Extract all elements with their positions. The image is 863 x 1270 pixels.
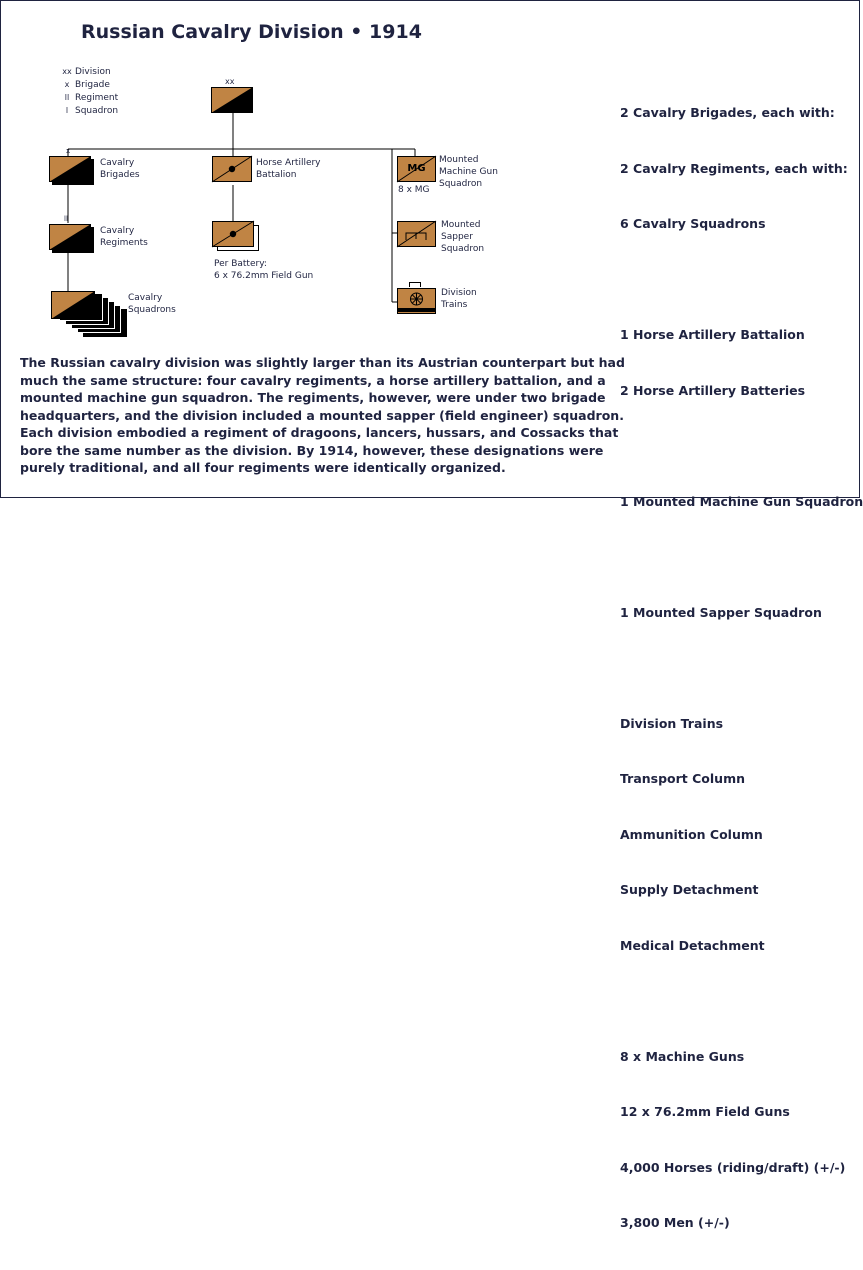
horse-artillery-icon <box>212 221 254 247</box>
summary-spacer <box>620 992 863 1010</box>
legend-symbol: x <box>64 80 70 89</box>
summary-line: 3,800 Men (+/-) <box>620 1215 730 1230</box>
summary-line: Supply Detachment <box>620 882 759 897</box>
label-line: Machine Gun <box>439 167 498 177</box>
mg-squadron-label <box>439 154 498 190</box>
artillery-battalion-label <box>256 157 321 181</box>
summary-spacer <box>620 548 863 566</box>
summary-spacer <box>620 271 863 289</box>
label-line: Horse Artillery <box>256 158 321 168</box>
division-unit-symbol <box>211 87 253 113</box>
legend-label: Squadron <box>75 106 119 116</box>
trains-size-marker <box>409 282 421 287</box>
summary-line: 2 Cavalry Brigades, each with: <box>620 105 835 120</box>
label-line: Mounted <box>439 155 479 165</box>
brigade-unit-symbol <box>49 156 91 182</box>
legend-symbol: xx <box>62 67 72 76</box>
horse-artillery-icon <box>212 156 252 182</box>
cavalry-slash-icon <box>49 224 91 250</box>
sapper-engineer-icon <box>397 221 436 247</box>
summary-line: Medical Detachment <box>620 937 765 953</box>
brigade-size-marker: x <box>66 147 71 155</box>
label-line: Squadron <box>441 244 485 254</box>
label-line: Regiments <box>100 238 148 248</box>
description-line: Each division embodied a regiment of dragoons, lancers, hussars, and Cossacks that <box>20 425 619 440</box>
summary-line: Transport Column <box>620 771 745 786</box>
page-title: Russian Cavalry Division • 1914 <box>81 21 422 43</box>
label-line: Sapper <box>441 232 473 242</box>
summary-spacer <box>620 659 863 677</box>
summary-line: 1 Mounted Machine Gun Squadron <box>620 493 863 509</box>
description-line: bore the same number as the division. By 1914, however, these designations were <box>20 442 604 458</box>
trains-label <box>441 287 477 311</box>
description-line: headquarters, and the division included a mounted sapper (field engineer) squadron. <box>20 407 624 423</box>
legend-label: Regiment <box>75 93 119 103</box>
description-paragraph <box>20 354 625 477</box>
label-line: Mounted <box>441 220 481 230</box>
label-line: Trains <box>441 300 468 310</box>
regiment-unit-symbol <box>49 224 91 250</box>
summary-line: 8 x Machine Guns <box>620 1048 745 1064</box>
description-line: much the same structure: four cavalry regiments, a horse artillery battalion, and a <box>20 372 606 388</box>
regiment-size-marker: ll <box>64 215 68 223</box>
label-line: Division <box>441 288 477 298</box>
summary-line: 1 Horse Artillery Battalion <box>620 327 805 342</box>
wheel-icon <box>397 288 436 314</box>
label-line: Squadrons <box>128 305 176 315</box>
artillery-battalion-unit-symbol <box>212 156 252 182</box>
summary-spacer <box>620 437 863 455</box>
sapper-squadron-unit-symbol <box>397 221 436 247</box>
label-line: Cavalry <box>100 158 135 168</box>
squadron-unit-symbol <box>51 291 95 319</box>
sapper-squadron-label <box>441 219 484 255</box>
cavalry-slash-icon <box>49 156 91 182</box>
label-line: Per Battery: <box>214 259 267 269</box>
squadron-label <box>128 292 176 316</box>
legend-symbol: l <box>65 106 69 115</box>
legend-symbol: ll <box>64 93 70 102</box>
label-line: Squadron <box>439 179 483 189</box>
cavalry-slash-icon <box>51 291 95 319</box>
summary-line: 4,000 Horses (riding/draft) (+/-) <box>620 1159 846 1175</box>
summary-line: 2 Cavalry Regiments, each with: <box>620 160 848 176</box>
description-line: The Russian cavalry division was slightly larger than its Austrian counterpart but had <box>20 355 625 370</box>
composition-summary <box>620 66 863 1270</box>
summary-line: Division Trains <box>620 715 724 731</box>
summary-line: 2 Horse Artillery Batteries <box>620 382 806 398</box>
label-line: 6 x 76.2mm Field Gun <box>214 271 314 281</box>
brigade-label <box>100 157 140 181</box>
label-line: Battalion <box>256 170 297 180</box>
trains-unit-symbol <box>397 288 436 314</box>
description-line: purely traditional, and all four regiments were identically organized. <box>20 460 506 475</box>
mg-squadron-unit-symbol <box>397 156 436 182</box>
division-size-marker: xx <box>225 77 235 86</box>
regiment-label <box>100 225 148 249</box>
summary-line: 1 Mounted Sapper Squadron <box>620 604 822 620</box>
artillery-battery-note <box>214 258 313 282</box>
summary-line: 6 Cavalry Squadrons <box>620 216 766 231</box>
legend-label: Brigade <box>75 80 110 90</box>
summary-line: 12 x 76.2mm Field Guns <box>620 1104 790 1119</box>
artillery-battery-unit-symbol <box>212 221 254 247</box>
mg-symbol-text: MG <box>407 163 426 174</box>
label-line: Cavalry <box>128 293 163 303</box>
description-line: mounted machine gun squadron. The regiments, however, were under two brigade <box>20 390 606 405</box>
label-line: Cavalry <box>100 226 135 236</box>
legend-label: Division <box>75 67 111 77</box>
cavalry-slash-icon <box>211 87 253 113</box>
mg-squadron-note: 8 x MG <box>398 185 430 195</box>
summary-line: Ammunition Column <box>620 826 763 842</box>
label-line: Brigades <box>100 170 140 180</box>
